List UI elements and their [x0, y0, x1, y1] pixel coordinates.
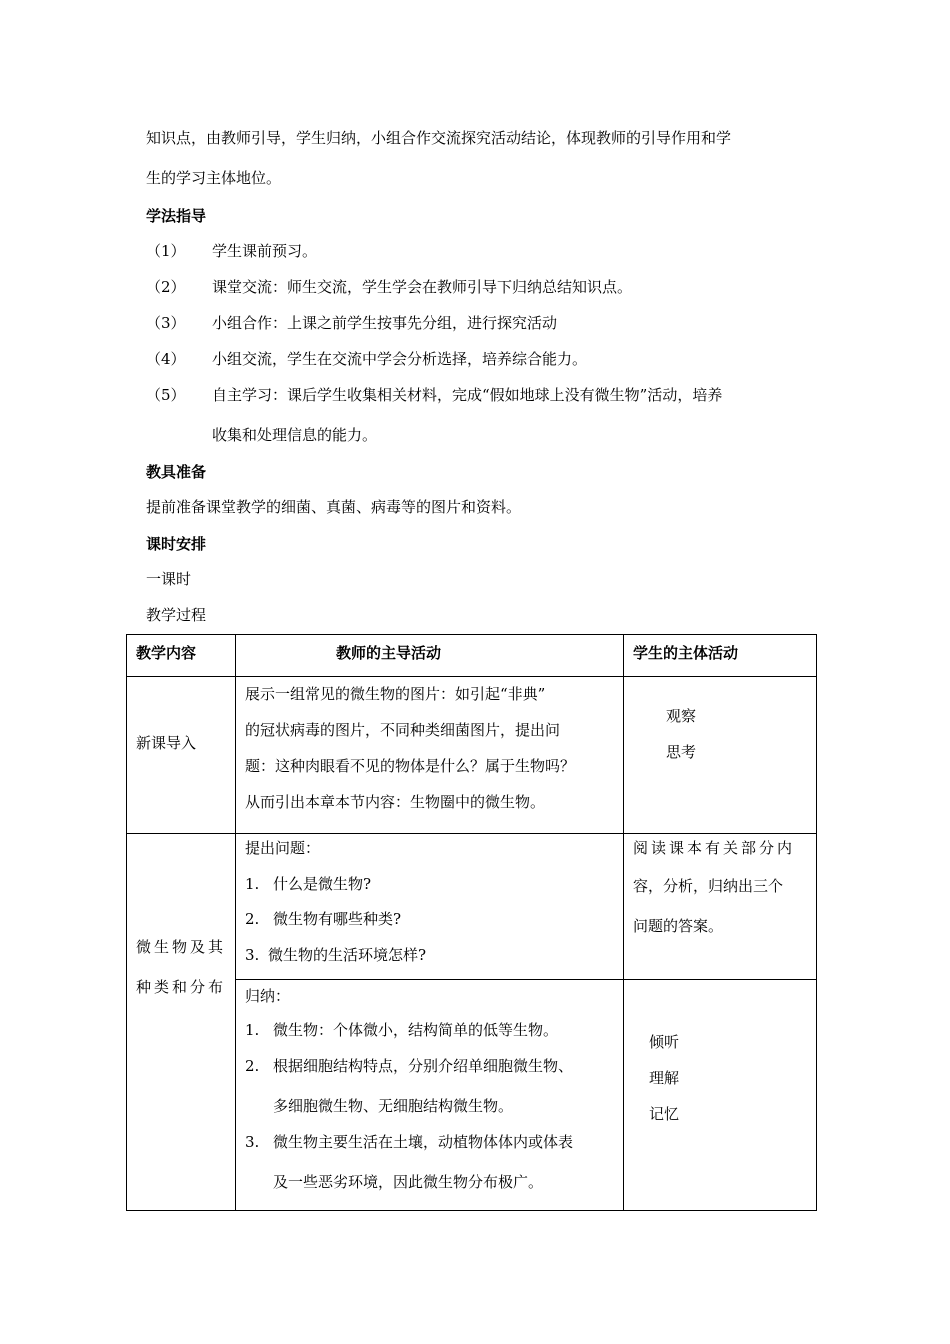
teacher-cell	[236, 834, 624, 980]
row2b-item-num: 1.	[245, 1021, 260, 1039]
study-method-heading: 学法指导	[146, 207, 207, 225]
row2b-student-line: 倾听	[649, 1033, 680, 1051]
header-content: 教学内容	[136, 644, 197, 662]
study-item-num: （5）	[146, 386, 186, 404]
table-row	[127, 677, 817, 834]
row2b-item-continuation: 多细胞微生物、无细胞结构微生物。	[273, 1097, 514, 1115]
table-header-row	[127, 635, 817, 677]
row2a-item-num: 2.	[245, 910, 260, 928]
row2b-item-continuation: 及一些恶劣环境，因此微生物分布极广。	[273, 1173, 544, 1191]
student-cell	[624, 980, 817, 1211]
row1-teacher-line: 展示一组常见的微生物的图片：如引起“非典”	[245, 685, 546, 703]
study-item-num: （1）	[146, 242, 186, 260]
study-item-text: 课堂交流：师生交流，学生学会在教师引导下归纳总结知识点。	[212, 278, 633, 296]
row2b-item-num: 2.	[245, 1057, 260, 1075]
header-cell	[127, 635, 236, 677]
study-item-text: 学生课前预习。	[212, 242, 318, 260]
intro-line-2: 生的学习主体地位。	[146, 169, 282, 187]
row2a-item-text: 微生物的生活环境怎样?	[268, 946, 427, 964]
study-item-num: （2）	[146, 278, 186, 296]
tools-text: 提前准备课堂教学的细菌、真菌、病毒等的图片和资料。	[146, 498, 522, 516]
student-cell	[624, 677, 817, 834]
study-item-text: 小组合作：上课之前学生按事先分组，进行探究活动	[212, 314, 558, 332]
lesson-table	[126, 634, 817, 1211]
content-cell	[127, 834, 236, 1211]
row1-teacher-line: 从而引出本章本节内容：生物圈中的微生物。	[245, 793, 546, 811]
header-cell	[624, 635, 817, 677]
schedule-text: 一课时	[146, 570, 192, 588]
row2a-student-line: 容，分析，归纳出三个	[633, 877, 784, 895]
row1-teacher-line: 的冠状病毒的图片，不同种类细菌图片，提出问	[245, 721, 561, 739]
row2a-item-num: 3.	[245, 946, 260, 964]
teacher-cell	[236, 677, 624, 834]
intro-line-1: 知识点，由教师引导，学生归纳，小组合作交流探究活动结论，体现教师的引导作用和学	[146, 129, 732, 147]
row2a-item-num: 1.	[245, 875, 260, 893]
header-cell	[236, 635, 624, 677]
row2a-title: 提出问题：	[245, 839, 321, 857]
row2b-student-line: 理解	[649, 1069, 680, 1087]
study-item-text: 小组交流，学生在交流中学会分析选择，培养综合能力。	[212, 350, 588, 368]
tools-heading: 教具准备	[146, 463, 207, 481]
row2a-item-text: 什么是微生物?	[273, 875, 372, 893]
row1-student-line: 观察	[666, 707, 697, 725]
row2b-item-text: 根据细胞结构特点，分别介绍单细胞微生物、	[273, 1057, 574, 1075]
row2b-title: 归纳：	[245, 987, 291, 1005]
row1-student-line: 思考	[666, 743, 697, 761]
row2-content-line: 微生物及其	[136, 938, 227, 956]
row2a-student-line: 问题的答案。	[633, 917, 724, 935]
content-cell	[127, 677, 236, 834]
row2b-item-text: 微生物主要生活在土壤，动植物体体内或体表	[273, 1133, 574, 1151]
row1-content: 新课导入	[136, 734, 197, 752]
row2b-student-line: 记忆	[649, 1105, 680, 1123]
row2a-item-text: 微生物有哪些种类?	[273, 910, 402, 928]
study-item-continuation: 收集和处理信息的能力。	[212, 426, 378, 444]
row2b-item-num: 3.	[245, 1133, 260, 1151]
process-label: 教学过程	[146, 606, 207, 624]
row2-content-line: 种类和分布	[136, 978, 227, 996]
study-item-num: （4）	[146, 350, 186, 368]
study-item-text: 自主学习：课后学生收集相关材料，完成“假如地球上没有微生物”活动，培养	[212, 386, 723, 404]
teacher-cell	[236, 980, 624, 1211]
row2a-student-line: 阅读课本有关部分内	[633, 839, 796, 857]
header-student: 学生的主体活动	[633, 644, 739, 662]
row1-teacher-line: 题：这种肉眼看不见的物体是什么？属于生物吗？	[245, 757, 576, 775]
student-cell	[624, 834, 817, 980]
study-item-num: （3）	[146, 314, 186, 332]
table-row	[127, 834, 817, 980]
schedule-heading: 课时安排	[146, 535, 207, 553]
row2b-item-text: 微生物：个体微小，结构简单的低等生物。	[273, 1021, 559, 1039]
header-teacher: 教师的主导活动	[336, 644, 442, 662]
